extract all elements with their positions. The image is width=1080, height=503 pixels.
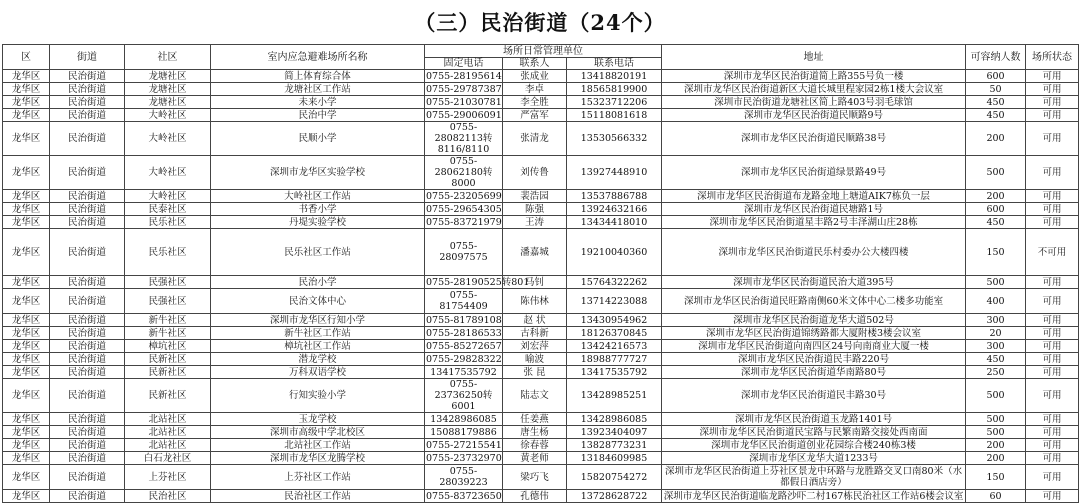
cell-address: 深圳市龙华区民治街道上芬社区景龙中环路与龙胜路交叉口南80米（水都假日酒店旁） <box>662 465 966 490</box>
cell-status: 可用 <box>1026 122 1079 156</box>
cell-contact: 任姜燕 <box>503 413 567 426</box>
cell-street: 民治街道 <box>50 156 125 190</box>
cell-phone-fixed: 0755-29654305 <box>426 203 502 215</box>
cell-capacity: 450 <box>966 109 1026 122</box>
cell-contact: 赵 状 <box>503 314 567 327</box>
cell-address: 深圳市龙华区民治街道临龙路沙吓二村167栋民治社区工作站6楼会议室 <box>662 490 966 503</box>
cell-contact-phone: 13424216573 <box>567 340 662 353</box>
cell-district: 龙华区 <box>3 314 50 327</box>
cell-district: 龙华区 <box>3 122 50 156</box>
cell-address: 深圳市龙华区民治街道民顺路9号 <box>662 109 966 122</box>
cell-contact-phone: 13537886788 <box>567 190 662 203</box>
cell-contact-phone: 13434418010 <box>567 216 662 229</box>
cell-phone-fixed: 13417535792 <box>425 366 503 379</box>
cell-contact: 严富军 <box>503 109 567 122</box>
cell-status: 可用 <box>1026 203 1079 216</box>
cell-address: 深圳市龙华区民治街道民丰路220号 <box>662 353 966 366</box>
cell-phone-fixed: 0755-27215541 <box>426 439 502 451</box>
cell-phone-fixed: 0755-23732970 <box>426 452 502 464</box>
cell-phone-fixed: 0755-83723650 <box>426 490 502 502</box>
cell-district: 龙华区 <box>3 413 50 426</box>
table-row <box>3 353 1079 366</box>
cell-phone-fixed: 0755-28186533 <box>426 327 502 339</box>
table-row <box>3 109 1079 122</box>
cell-community: 民新社区 <box>125 366 211 379</box>
cell-street: 民治街道 <box>50 276 125 289</box>
cell-address: 深圳市龙华区民治街道锦绣路都大厦附楼3楼会议室 <box>662 327 966 340</box>
cell-street: 民治街道 <box>50 83 125 96</box>
cell-street: 民治街道 <box>50 229 125 276</box>
table-row <box>3 289 1079 314</box>
cell-district: 龙华区 <box>3 70 50 83</box>
cell-district: 龙华区 <box>3 83 50 96</box>
cell-community: 北站社区 <box>125 426 211 439</box>
cell-shelter-name: 民治小学 <box>211 276 425 289</box>
cell-district: 龙华区 <box>3 379 50 413</box>
cell-shelter-name: 简上体育综合体 <box>211 70 425 83</box>
cell-capacity: 450 <box>966 96 1026 109</box>
cell-district: 龙华区 <box>3 327 50 340</box>
cell-shelter-name: 深圳市龙华区龙腾学校 <box>211 452 425 465</box>
cell-capacity: 500 <box>966 413 1026 426</box>
cell-phone-fixed: 0755-28097575 <box>425 229 503 276</box>
cell-shelter-name: 北站社区工作站 <box>211 439 425 452</box>
cell-phone-fixed: 0755-23205699 <box>426 190 502 202</box>
cell-status: 可用 <box>1026 490 1079 503</box>
cell-phone-fixed: 0755-81789108 <box>426 314 502 326</box>
cell-phone-fixed: 0755-28195614 <box>426 70 502 82</box>
cell-shelter-name: 深圳市龙华区实验学校 <box>211 156 425 190</box>
cell-shelter-name: 大岭社区工作站 <box>211 190 425 203</box>
cell-street: 民治街道 <box>50 216 125 229</box>
table-row <box>3 490 1079 503</box>
cell-capacity: 300 <box>966 340 1026 353</box>
cell-contact: 张成业 <box>503 70 567 83</box>
cell-district: 龙华区 <box>3 109 50 122</box>
cell-status: 可用 <box>1026 96 1079 109</box>
cell-phone-fixed: 0755-29787387 <box>426 83 502 95</box>
cell-street: 民治街道 <box>50 327 125 340</box>
cell-phone-fixed: 0755-85272657 <box>426 340 502 352</box>
header-address: 地址 <box>662 45 966 70</box>
table-row <box>3 452 1079 465</box>
cell-contact-phone: 13828773231 <box>567 439 662 452</box>
cell-contact-phone: 13428985251 <box>567 379 662 413</box>
cell-street: 民治街道 <box>50 490 125 503</box>
cell-status: 可用 <box>1026 109 1079 122</box>
table-row <box>3 156 1079 190</box>
cell-street: 民治街道 <box>50 379 125 413</box>
cell-community: 大岭社区 <box>125 190 211 203</box>
cell-street: 民治街道 <box>50 203 125 216</box>
cell-contact: 陈强 <box>503 203 567 216</box>
cell-status: 不可用 <box>1026 229 1079 276</box>
table-row <box>3 327 1079 340</box>
cell-phone-fixed: 0755-29828322 <box>426 353 502 365</box>
cell-contact: 潘嘉城 <box>503 229 567 276</box>
cell-address: 深圳市龙华区龙华大道1233号 <box>662 452 966 465</box>
cell-contact-phone: 13530566332 <box>567 122 662 156</box>
cell-contact-phone: 15764322262 <box>567 276 662 289</box>
cell-contact: 刘传鲁 <box>503 156 567 190</box>
cell-phone-fixed: 0755-21030781 <box>426 96 502 108</box>
cell-capacity: 250 <box>966 366 1026 379</box>
cell-community: 民新社区 <box>125 353 211 366</box>
table-row <box>3 122 1079 156</box>
cell-contact-phone: 18126370845 <box>567 327 662 340</box>
cell-street: 民治街道 <box>50 465 125 490</box>
cell-contact: 王涛 <box>503 216 567 229</box>
cell-capacity: 60 <box>966 490 1026 503</box>
cell-address: 深圳市龙华区民治街道向南四区24号向南商业大厦一楼 <box>662 340 966 353</box>
cell-contact: 陆志文 <box>503 379 567 413</box>
cell-community: 民强社区 <box>125 276 211 289</box>
cell-phone-fixed: 0755-29006091 <box>426 109 502 121</box>
cell-phone-fixed: 0755-23736250转6001 <box>425 379 503 413</box>
cell-capacity: 500 <box>966 379 1026 413</box>
header-contact-phone: 联系电话 <box>567 58 662 70</box>
header-status: 场所状态 <box>1026 45 1079 70</box>
cell-status: 可用 <box>1026 340 1079 353</box>
page-title: （三）民治街道（24个） <box>414 10 666 35</box>
shelter-table <box>2 44 1079 503</box>
cell-shelter-name: 民治社区工作站 <box>211 490 425 503</box>
cell-shelter-name: 龙塘社区工作站 <box>211 83 425 96</box>
cell-contact: 李全胜 <box>503 96 567 109</box>
cell-address: 深圳市龙华区民治街道创业花园综合楼240栋3楼 <box>662 439 966 452</box>
cell-community: 龙塘社区 <box>125 96 211 109</box>
cell-community: 北站社区 <box>125 439 211 452</box>
cell-status: 可用 <box>1026 289 1079 314</box>
cell-district: 龙华区 <box>3 353 50 366</box>
cell-shelter-name: 深圳市龙华区行知小学 <box>211 314 425 327</box>
cell-district: 龙华区 <box>3 190 50 203</box>
cell-street: 民治街道 <box>50 190 125 203</box>
cell-street: 民治街道 <box>50 70 125 83</box>
cell-contact: 裴浩园 <box>503 190 567 203</box>
header-community: 社区 <box>125 45 211 70</box>
cell-status: 可用 <box>1026 314 1079 327</box>
cell-phone-fixed: 15088179886 <box>425 426 503 439</box>
cell-community: 民乐社区 <box>125 229 211 276</box>
cell-address: 深圳市龙华区民治街道民乐村委办公大楼四楼 <box>662 229 966 276</box>
cell-shelter-name: 民顺小学 <box>211 122 425 156</box>
cell-phone-fixed: 0755-81754409 <box>425 289 503 314</box>
table-row <box>3 216 1079 229</box>
cell-street: 民治街道 <box>50 426 125 439</box>
cell-contact-phone: 13927448910 <box>567 156 662 190</box>
cell-street: 民治街道 <box>50 96 125 109</box>
cell-status: 可用 <box>1026 70 1079 83</box>
cell-street: 民治街道 <box>50 366 125 379</box>
header-street: 街道 <box>50 45 125 70</box>
cell-status: 可用 <box>1026 379 1079 413</box>
cell-capacity: 600 <box>966 203 1026 216</box>
cell-contact: 唐生杨 <box>503 426 567 439</box>
cell-status: 可用 <box>1026 439 1079 452</box>
cell-community: 北站社区 <box>125 413 211 426</box>
table-row <box>3 340 1079 353</box>
cell-phone-fixed: 13428986085 <box>425 413 503 426</box>
cell-contact: 孔德伟 <box>503 490 567 503</box>
cell-status: 可用 <box>1026 327 1079 340</box>
cell-contact: 刘宏萍 <box>503 340 567 353</box>
cell-community: 上芬社区 <box>125 465 211 490</box>
cell-capacity: 20 <box>966 327 1026 340</box>
cell-shelter-name: 潜龙学校 <box>211 353 425 366</box>
cell-address: 深圳市龙华区民治街道龙华大道502号 <box>662 314 966 327</box>
cell-district: 龙华区 <box>3 289 50 314</box>
cell-contact-phone: 13728628722 <box>567 490 662 503</box>
table-row <box>3 276 1079 289</box>
cell-district: 龙华区 <box>3 465 50 490</box>
cell-address: 深圳市龙华区民治街道玉龙路1401号 <box>662 413 966 426</box>
cell-contact-phone: 15323712206 <box>567 96 662 109</box>
cell-community: 民乐社区 <box>125 216 211 229</box>
header-contact: 联系人 <box>503 58 567 70</box>
cell-district: 龙华区 <box>3 216 50 229</box>
cell-shelter-name: 樟坑社区工作站 <box>211 340 425 353</box>
cell-community: 大岭社区 <box>125 122 211 156</box>
cell-contact: 徐春蓉 <box>503 439 567 452</box>
cell-address: 深圳市民治街道龙塘社区简上路403号羽毛球馆 <box>662 96 966 109</box>
cell-status: 可用 <box>1026 216 1079 229</box>
cell-shelter-name: 书香小学 <box>211 203 425 216</box>
cell-status: 可用 <box>1026 366 1079 379</box>
cell-shelter-name: 上芬社区工作站 <box>211 465 425 490</box>
cell-contact-phone: 13714223088 <box>567 289 662 314</box>
cell-capacity: 600 <box>966 70 1026 83</box>
cell-community: 民治社区 <box>125 490 211 503</box>
cell-status: 可用 <box>1026 190 1079 203</box>
cell-district: 龙华区 <box>3 96 50 109</box>
cell-street: 民治街道 <box>50 289 125 314</box>
cell-community: 大岭社区 <box>125 109 211 122</box>
cell-phone-fixed: 0755-83721979 <box>426 216 502 228</box>
cell-contact: 张 昆 <box>503 366 567 379</box>
cell-contact-phone: 15118081618 <box>567 109 662 122</box>
cell-address: 深圳市龙华区民治街道民顺路38号 <box>662 122 966 156</box>
cell-contact-phone: 18565819900 <box>567 83 662 96</box>
header-unit-group: 场所日常管理单位 <box>425 45 662 58</box>
cell-street: 民治街道 <box>50 314 125 327</box>
cell-capacity: 50 <box>966 83 1026 96</box>
cell-community: 龙塘社区 <box>125 83 211 96</box>
cell-contact: 喻波 <box>503 353 567 366</box>
cell-capacity: 450 <box>966 216 1026 229</box>
cell-status: 可用 <box>1026 465 1079 490</box>
cell-contact: 梁巧飞 <box>503 465 567 490</box>
cell-street: 民治街道 <box>50 452 125 465</box>
cell-address: 深圳市龙华区民治街道民塘路1号 <box>662 203 966 216</box>
cell-address: 深圳市龙华区民治街道绿景路49号 <box>662 156 966 190</box>
cell-district: 龙华区 <box>3 340 50 353</box>
cell-contact-phone: 19210040360 <box>567 229 662 276</box>
cell-contact: 黄老师 <box>503 452 567 465</box>
cell-community: 新牛社区 <box>125 314 211 327</box>
table-row <box>3 229 1079 276</box>
cell-shelter-name: 未来小学 <box>211 96 425 109</box>
cell-capacity: 450 <box>966 353 1026 366</box>
cell-contact-phone: 13923404097 <box>567 426 662 439</box>
cell-capacity: 200 <box>966 452 1026 465</box>
cell-address: 深圳市龙华区民治街道简上路355号负一楼 <box>662 70 966 83</box>
cell-shelter-name: 民治文体中心 <box>211 289 425 314</box>
cell-community: 龙塘社区 <box>125 70 211 83</box>
cell-capacity: 500 <box>966 426 1026 439</box>
cell-contact: 古科新 <box>503 327 567 340</box>
cell-contact: 张清龙 <box>503 122 567 156</box>
table-row <box>3 413 1079 426</box>
cell-status: 可用 <box>1026 426 1079 439</box>
cell-address: 深圳市龙华区民治街道民旺路南侧60米文体中心二楼多功能室 <box>662 289 966 314</box>
table-row <box>3 439 1079 452</box>
cell-shelter-name: 行知实验小学 <box>211 379 425 413</box>
cell-address: 深圳市龙华区民治街道新区大道长城里程家园2栋1楼大会议室 <box>662 83 966 96</box>
cell-street: 民治街道 <box>50 353 125 366</box>
cell-community: 樟坑社区 <box>125 340 211 353</box>
cell-street: 民治街道 <box>50 109 125 122</box>
cell-community: 大岭社区 <box>125 156 211 190</box>
cell-phone-fixed: 0755-28062180转8000 <box>425 156 503 190</box>
cell-contact-phone: 13428986085 <box>567 413 662 426</box>
cell-shelter-name: 新牛社区工作站 <box>211 327 425 340</box>
cell-district: 龙华区 <box>3 490 50 503</box>
cell-shelter-name: 万科双语学校 <box>211 366 425 379</box>
header-district: 区 <box>3 45 50 70</box>
cell-street: 民治街道 <box>50 439 125 452</box>
cell-address: 深圳市龙华区民治街道民治大道395号 <box>662 276 966 289</box>
cell-shelter-name: 玉龙学校 <box>211 413 425 426</box>
cell-address: 深圳市龙华区民治街道布龙路金地上塘道AIK7栋负一层 <box>662 190 966 203</box>
cell-street: 民治街道 <box>50 122 125 156</box>
cell-shelter-name: 深圳市高级中学北校区 <box>211 426 425 439</box>
table-row <box>3 83 1079 96</box>
cell-community: 新牛社区 <box>125 327 211 340</box>
cell-capacity: 150 <box>966 465 1026 490</box>
cell-status: 可用 <box>1026 452 1079 465</box>
cell-address: 深圳市龙华区民治街道民丰路30号 <box>662 379 966 413</box>
cell-phone-fixed: 0755-28082113转8116/8110 <box>425 122 503 156</box>
cell-contact-phone: 13430954962 <box>567 314 662 327</box>
cell-street: 民治街道 <box>50 340 125 353</box>
cell-contact-phone: 13418820191 <box>567 70 662 83</box>
cell-shelter-name: 丹堤实验学校 <box>211 216 425 229</box>
cell-capacity: 200 <box>966 439 1026 452</box>
cell-capacity: 500 <box>966 276 1026 289</box>
cell-contact-phone: 13417535792 <box>567 366 662 379</box>
cell-community: 民强社区 <box>125 289 211 314</box>
cell-status: 可用 <box>1026 353 1079 366</box>
cell-capacity: 500 <box>966 156 1026 190</box>
header-phone-fixed: 固定电话 <box>425 58 503 70</box>
table-row <box>3 465 1079 490</box>
table-row <box>3 203 1079 216</box>
cell-shelter-name: 民治中学 <box>211 109 425 122</box>
table-row <box>3 379 1079 413</box>
cell-district: 龙华区 <box>3 229 50 276</box>
table-row <box>3 426 1079 439</box>
table-row <box>3 96 1079 109</box>
cell-district: 龙华区 <box>3 439 50 452</box>
cell-district: 龙华区 <box>3 452 50 465</box>
cell-status: 可用 <box>1026 83 1079 96</box>
header-shelter-name: 室内应急避难场所名称 <box>211 45 425 70</box>
cell-district: 龙华区 <box>3 366 50 379</box>
table-row <box>3 70 1079 83</box>
cell-contact: 陈伟林 <box>503 289 567 314</box>
cell-district: 龙华区 <box>3 426 50 439</box>
cell-contact-phone: 15820754272 <box>567 465 662 490</box>
cell-street: 民治街道 <box>50 413 125 426</box>
table-row <box>3 190 1079 203</box>
cell-shelter-name: 民乐社区工作站 <box>211 229 425 276</box>
cell-contact-phone: 13924632166 <box>567 203 662 216</box>
cell-status: 可用 <box>1026 276 1079 289</box>
cell-capacity: 300 <box>966 314 1026 327</box>
cell-address: 深圳市龙华区民治街道民宝路与民繁南路交接处西南面 <box>662 426 966 439</box>
cell-contact: 李卓 <box>503 83 567 96</box>
cell-phone-fixed: 0755-28039223 <box>425 465 503 490</box>
cell-community: 民泰社区 <box>125 203 211 216</box>
cell-status: 可用 <box>1026 156 1079 190</box>
cell-district: 龙华区 <box>3 203 50 216</box>
cell-address: 深圳市龙华区民治街道华南路80号 <box>662 366 966 379</box>
cell-community: 民新社区 <box>125 379 211 413</box>
cell-district: 龙华区 <box>3 156 50 190</box>
cell-contact-phone: 13184609985 <box>567 452 662 465</box>
cell-capacity: 200 <box>966 122 1026 156</box>
cell-district: 龙华区 <box>3 276 50 289</box>
table-row <box>3 366 1079 379</box>
cell-phone-fixed: 0755-28190525转801 <box>426 276 530 288</box>
cell-contact-phone: 18988777727 <box>567 353 662 366</box>
cell-capacity: 150 <box>966 229 1026 276</box>
header-capacity: 可容纳人数 <box>966 45 1026 70</box>
cell-contact: 马钊 <box>503 276 567 289</box>
table-row <box>3 314 1079 327</box>
cell-capacity: 200 <box>966 190 1026 203</box>
cell-address: 深圳市龙华区民治街道星丰路2号丰泽湖山庄28栋 <box>662 216 966 229</box>
cell-status: 可用 <box>1026 413 1079 426</box>
cell-community: 白石龙社区 <box>125 452 211 465</box>
cell-capacity: 400 <box>966 289 1026 314</box>
